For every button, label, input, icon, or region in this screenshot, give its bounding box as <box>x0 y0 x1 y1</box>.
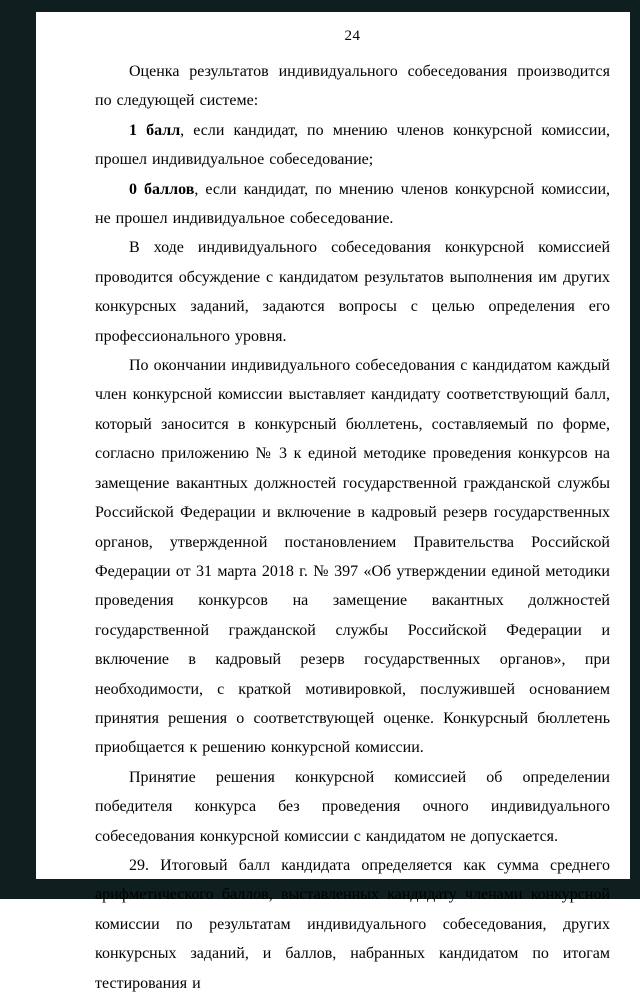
text-run: Оценка результатов индивидуального собеседования производится по следующей системе: <box>95 63 610 110</box>
paragraph <box>95 851 610 998</box>
text-run: 29. Итоговый балл кандидата определяется как сумма среднего арифметического баллов, выставленных кандидату членами конкурсной комиссии по результатам индивидуального собеседования, других конкурсных заданий, и баллов, набранных кандидатом по итогам тестирования и <box>95 856 610 992</box>
page-number: 24 <box>344 28 361 44</box>
document-page <box>36 12 630 992</box>
text-run: , если кандидат, по мнению членов конкурсной комиссии, прошел индивидуальное собеседование; <box>95 121 611 169</box>
text-run: В ходе индивидуального собеседования конкурсной комиссией проводится обсуждение с кандидатом результатов выполнения им других конкурсных заданий, задаются вопросы с целью определения его профессионального уровня. <box>95 239 610 345</box>
page-content <box>95 57 610 998</box>
paragraph <box>95 116 610 175</box>
paragraph <box>95 763 610 851</box>
paragraph <box>95 175 610 234</box>
text-run-bold: 0 баллов <box>129 180 195 198</box>
paragraph <box>95 57 610 116</box>
text-run-bold: 1 балл <box>129 121 181 139</box>
text-run: Принятие решения конкурсной комиссией об определении победителя конкурса без проведения очного индивидуального собеседования конкурсной комиссии с кандидатом не допускается. <box>95 768 610 845</box>
paragraph <box>95 351 610 763</box>
paragraph <box>95 233 610 351</box>
text-run: По окончании индивидуального собеседования с кандидатом каждый член конкурсной комиссии выставляет кандидату соответствующий балл, который заносится в конкурсный бюллетень, составляемый по форме, согласно приложению № 3 к единой методике проведения конкурсов на замещение вакантных должностей государственной гражданской службы Российской Федерации и включение в кадровый резерв государственных органов, утвержденной постановлением Правительства Российской Федерации от 31 марта 2018 г. № 397 «Об утверждении единой методики проведения конкурсов на замещение вакантных должностей государственной гражданской службы Российской Федерации и включение в кадровый резерв государственных органов», при необходимости, с краткой мотивировкой, послужившей основанием принятия решения о соответствующей оценке. Конкурсный бюллетень приобщается к решению конкурсной комиссии. <box>95 357 610 757</box>
text-run: , если кандидат, по мнению членов конкурсной комиссии, не прошел индивидуальное собеседование. <box>95 180 611 228</box>
